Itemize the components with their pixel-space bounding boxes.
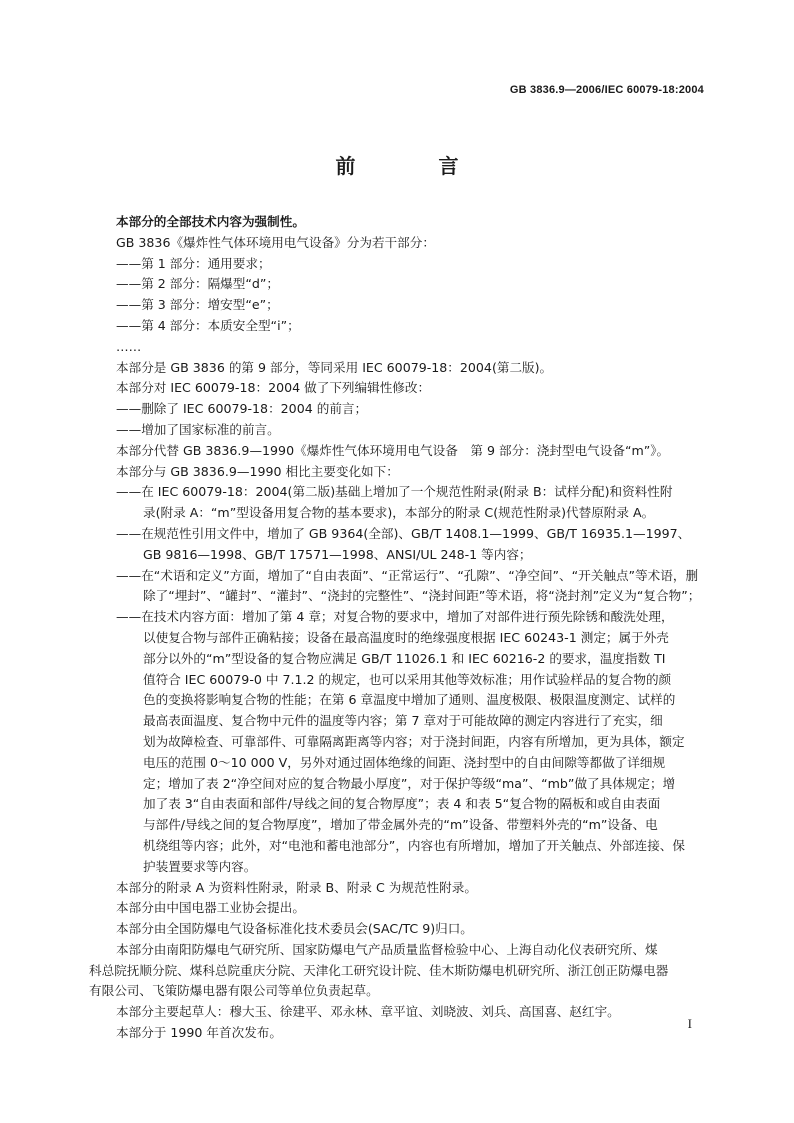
paragraph-adoption: 本部分是 GB 3836 的第 9 部分，等同采用 IEC 60079-18：2004(第二版)。 bbox=[116, 359, 553, 375]
list-item-continuation: 加了表 3“自由表面和部件/导线之间的复合物厚度”；表 4 和表 5“复合物的隔板和或自由表面 bbox=[143, 796, 661, 812]
list-item: ——第 1 部分：通用要求； bbox=[116, 255, 271, 271]
list-item: ——在 IEC 60079-18：2004(第二版)基础上增加了一个规范性附录(附录 B：试样分配)和资料性附 bbox=[116, 484, 673, 500]
paragraph-changes: 本部分与 GB 3836.9—1990 相比主要变化如下： bbox=[116, 463, 399, 479]
list-item-continuation: 部分以外的“m”型设备的复合物应满足 GB/T 11026.1 和 IEC 60216-2 的要求，温度指数 TI bbox=[143, 650, 666, 666]
paragraph-replaces: 本部分代替 GB 3836.9—1990《爆炸性气体环境用电气设备 第 9 部分：浇封型电气设备“m”》。 bbox=[116, 442, 670, 458]
document-id: GB 3836.9—2006/IEC 60079-18:2004 bbox=[509, 84, 704, 96]
paragraph-first-issue: 本部分于 1990 年首次发布。 bbox=[116, 1025, 282, 1041]
page-number: I bbox=[687, 1016, 692, 1031]
paragraph-authors: 本部分主要起草人：穆大玉、徐建平、邓永林、章平谊、刘晓波、刘兵、高国喜、赵红宇。 bbox=[116, 1004, 620, 1020]
list-item: ——在规范性引用文件中，增加了 GB 9364(全部)、GB/T 1408.1—1999、GB/T 16935.1—1997、 bbox=[116, 525, 691, 541]
list-item-continuation: 划为故障检查、可靠部件、可靠隔离距离等内容；对于浇封间距，内容有所增加，更为具体，额定 bbox=[143, 733, 685, 749]
list-item: ——在技术内容方面：增加了第 4 章；对复合物的要求中，增加了对部件进行预先除锈和酸洗处理， bbox=[116, 609, 674, 625]
paragraph-committee: 本部分由全国防爆电气设备标准化技术委员会(SAC/TC 9)归口。 bbox=[116, 921, 473, 937]
document-body bbox=[89, 212, 704, 1044]
list-item-continuation: 电压的范围 0～10 000 V，另外对通过固体绝缘的间距、浇封型中的自由间隙等都做了详细规 bbox=[143, 754, 666, 770]
list-item-continuation: 值符合 IEC 60079-0 中 7.1.2 的规定，也可以采用其他等效标准；用作试验样品的复合物的颜 bbox=[143, 671, 672, 687]
list-item-continuation: 以使复合物与部件正确粘接；设备在最高温度时的绝缘强度根据 IEC 60243-1 测定；属于外壳 bbox=[143, 629, 669, 645]
list-item-continuation: 除了“埋封”、“罐封”、“灌封”、“浇封的完整性”、“浇封间距”等术语，将“浇封剂”定义为“复合物”； bbox=[143, 588, 701, 604]
list-item: ——删除了 IEC 60079-18：2004 的前言； bbox=[116, 401, 368, 417]
list-item-continuation: GB 9816—1998、GB/T 17571—1998、ANSI/UL 248-1 等内容； bbox=[143, 546, 532, 562]
list-item-continuation: 定；增加了表 2“净空间对应的复合物最小厚度”，对于保护等级“ma”、“mb”做了具体规定；增 bbox=[143, 775, 676, 791]
paragraph-proposer: 本部分由中国电器工业协会提出。 bbox=[116, 900, 305, 916]
list-item-continuation: 色的变换将影响复合物的性能；在第 6 章温度中增加了通则、温度极限、极限温度测定、试样的 bbox=[143, 692, 676, 708]
paragraph-drafters-continuation: 有限公司、飞策防爆电器有限公司等单位负责起草。 bbox=[89, 983, 379, 999]
list-item-continuation: 护装置要求等内容。 bbox=[143, 858, 257, 874]
ellipsis: …… bbox=[116, 338, 142, 354]
list-item: ——第 3 部分：增安型“e”； bbox=[116, 297, 279, 313]
list-item: ——增加了国家标准的前言。 bbox=[116, 421, 280, 437]
list-item: ——第 4 部分：本质安全型“i”； bbox=[116, 317, 300, 333]
paragraph-mandatory: 本部分的全部技术内容为强制性。 bbox=[116, 214, 305, 229]
list-item: ——在“术语和定义”方面，增加了“自由表面”、“正常运行”、“孔隙”、“净空间”、“开关触点”等术语，删 bbox=[116, 567, 699, 583]
list-item-continuation: 录(附录 A：“m”型设备用复合物的基本要求)，本部分的附录 C(规范性附录)代替原附录 A。 bbox=[143, 505, 655, 521]
list-item-continuation: 最高表面温度、复合物中元件的温度等内容；第 7 章对于可能故障的测定内容进行了充实，细 bbox=[143, 713, 663, 729]
list-item: ——第 2 部分：隔爆型“d”； bbox=[116, 276, 279, 292]
paragraph-editorial: 本部分对 IEC 60079-18：2004 做了下列编辑性修改： bbox=[116, 380, 431, 396]
page-title: 前 言 bbox=[335, 154, 497, 178]
paragraph-drafters-continuation: 科总院抚顺分院、煤科总院重庆分院、天津化工研究设计院、佳木斯防爆电机研究所、浙江创正防爆电器 bbox=[89, 962, 669, 978]
list-item-continuation: 机绕组等内容；此外，对“电池和蓄电池部分”，内容也有所增加，增加了开关触点、外部连接、保 bbox=[143, 837, 685, 853]
paragraph-series: GB 3836《爆炸性气体环境用电气设备》分为若干部分： bbox=[116, 234, 435, 250]
paragraph-drafters: 本部分由南阳防爆电气研究所、国家防爆电气产品质量监督检验中心、上海自动化仪表研究所、煤 bbox=[116, 941, 658, 957]
paragraph-annexes: 本部分的附录 A 为资料性附录，附录 B、附录 C 为规范性附录。 bbox=[116, 879, 477, 895]
list-item-continuation: 与部件/导线之间的复合物厚度”，增加了带金属外壳的“m”设备、带塑料外壳的“m”设备、电 bbox=[143, 817, 658, 833]
